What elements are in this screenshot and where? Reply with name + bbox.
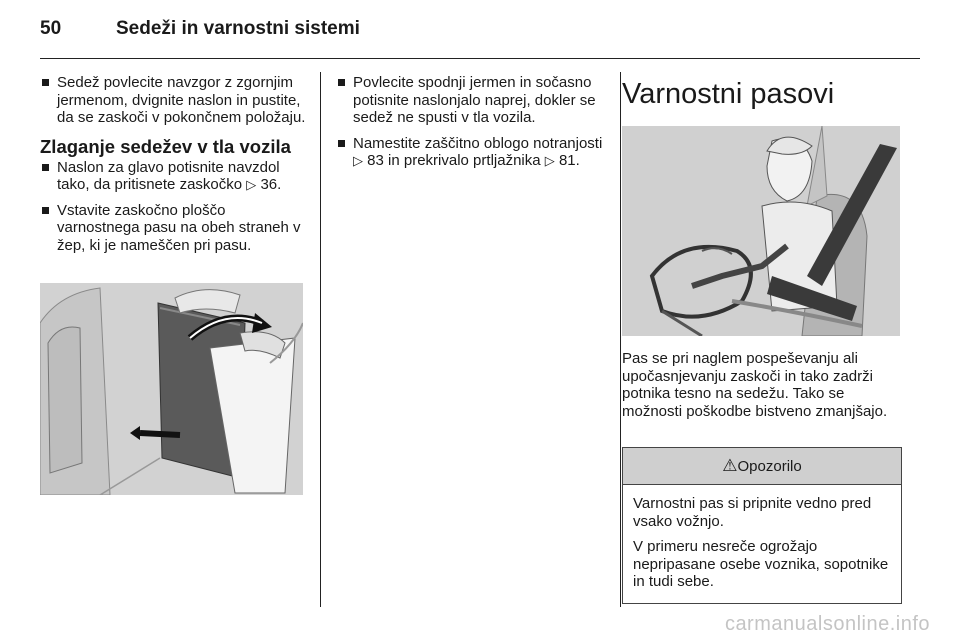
warning-icon: ⚠ (722, 456, 738, 475)
bullet-text: Naslon za glavo potisnite navzdol tako, da pritisnete zaskočko (57, 158, 280, 193)
seat-folding-illustration (40, 283, 303, 495)
page-reference-link[interactable]: 83 in prekrivalo prtljažnika (367, 152, 541, 169)
xref-arrow-icon: ▷ (353, 153, 363, 168)
warning-header (623, 448, 901, 485)
column-3-text (622, 350, 904, 420)
watermark: carmanualsonline.info (724, 613, 930, 635)
bullet-item: Povlecite spodnji jermen in sočasno potisnite naslonjalo naprej, dokler se sedež ne spusti v tla vozila. (336, 74, 606, 127)
seat-folding-drawing (40, 283, 303, 495)
header-rule (40, 58, 920, 59)
seatbelt-description: Pas se pri naglem pospeševanju ali upočasnjevanju zaskoči in tako zadrži potnika tesno na sedežu. Tako se možnosti poškodbe bistveno zmanjšajo. (622, 350, 888, 420)
warning-paragraph: V primeru nesreče ogrožajo nepripasane osebe voznika, sopotnike in tudi sebe. (633, 538, 889, 590)
seatbelt-illustration (622, 126, 900, 336)
page-reference-link[interactable]: 81. (558, 152, 580, 169)
warning-paragraph: Varnostni pas si pripnite vedno pred vsako vožnjo. (633, 495, 872, 530)
column-3 (622, 74, 902, 110)
column-divider-2 (620, 72, 621, 607)
warning-box (622, 447, 902, 604)
page-reference-link[interactable]: 36. (260, 176, 282, 193)
bullet-item: Sedež povlecite navzgor z zgornjim jermenom, dvignite naslon in pustite, da se zaskoči v pokončnem položaju. (40, 74, 308, 127)
bullet-item (336, 135, 606, 170)
column-2 (336, 74, 606, 178)
seatbelt-drawing (622, 126, 900, 336)
column-divider-1 (320, 72, 321, 607)
bullet-item (40, 159, 308, 194)
page-number: 50 (40, 18, 62, 39)
section-subheading: Zlaganje sedežev v tla vozila (40, 135, 291, 157)
xref-arrow-icon: ▷ (246, 177, 257, 192)
column-1 (40, 74, 308, 262)
bullet-item: Vstavite zaskočno ploščo varnostnega pasu na obeh straneh v žep, ki je nameščen pri pasu. (40, 202, 308, 255)
section-heading: Varnostni pasovi (622, 78, 835, 110)
page-header (40, 18, 360, 40)
xref-arrow-icon: ▷ (544, 153, 555, 168)
warning-title: Opozorilo (737, 457, 802, 475)
warning-body (623, 485, 901, 609)
page-title: Sedeži in varnostni sistemi (116, 18, 360, 39)
bullet-text: Namestite zaščitno oblogo notranjosti (353, 134, 603, 152)
